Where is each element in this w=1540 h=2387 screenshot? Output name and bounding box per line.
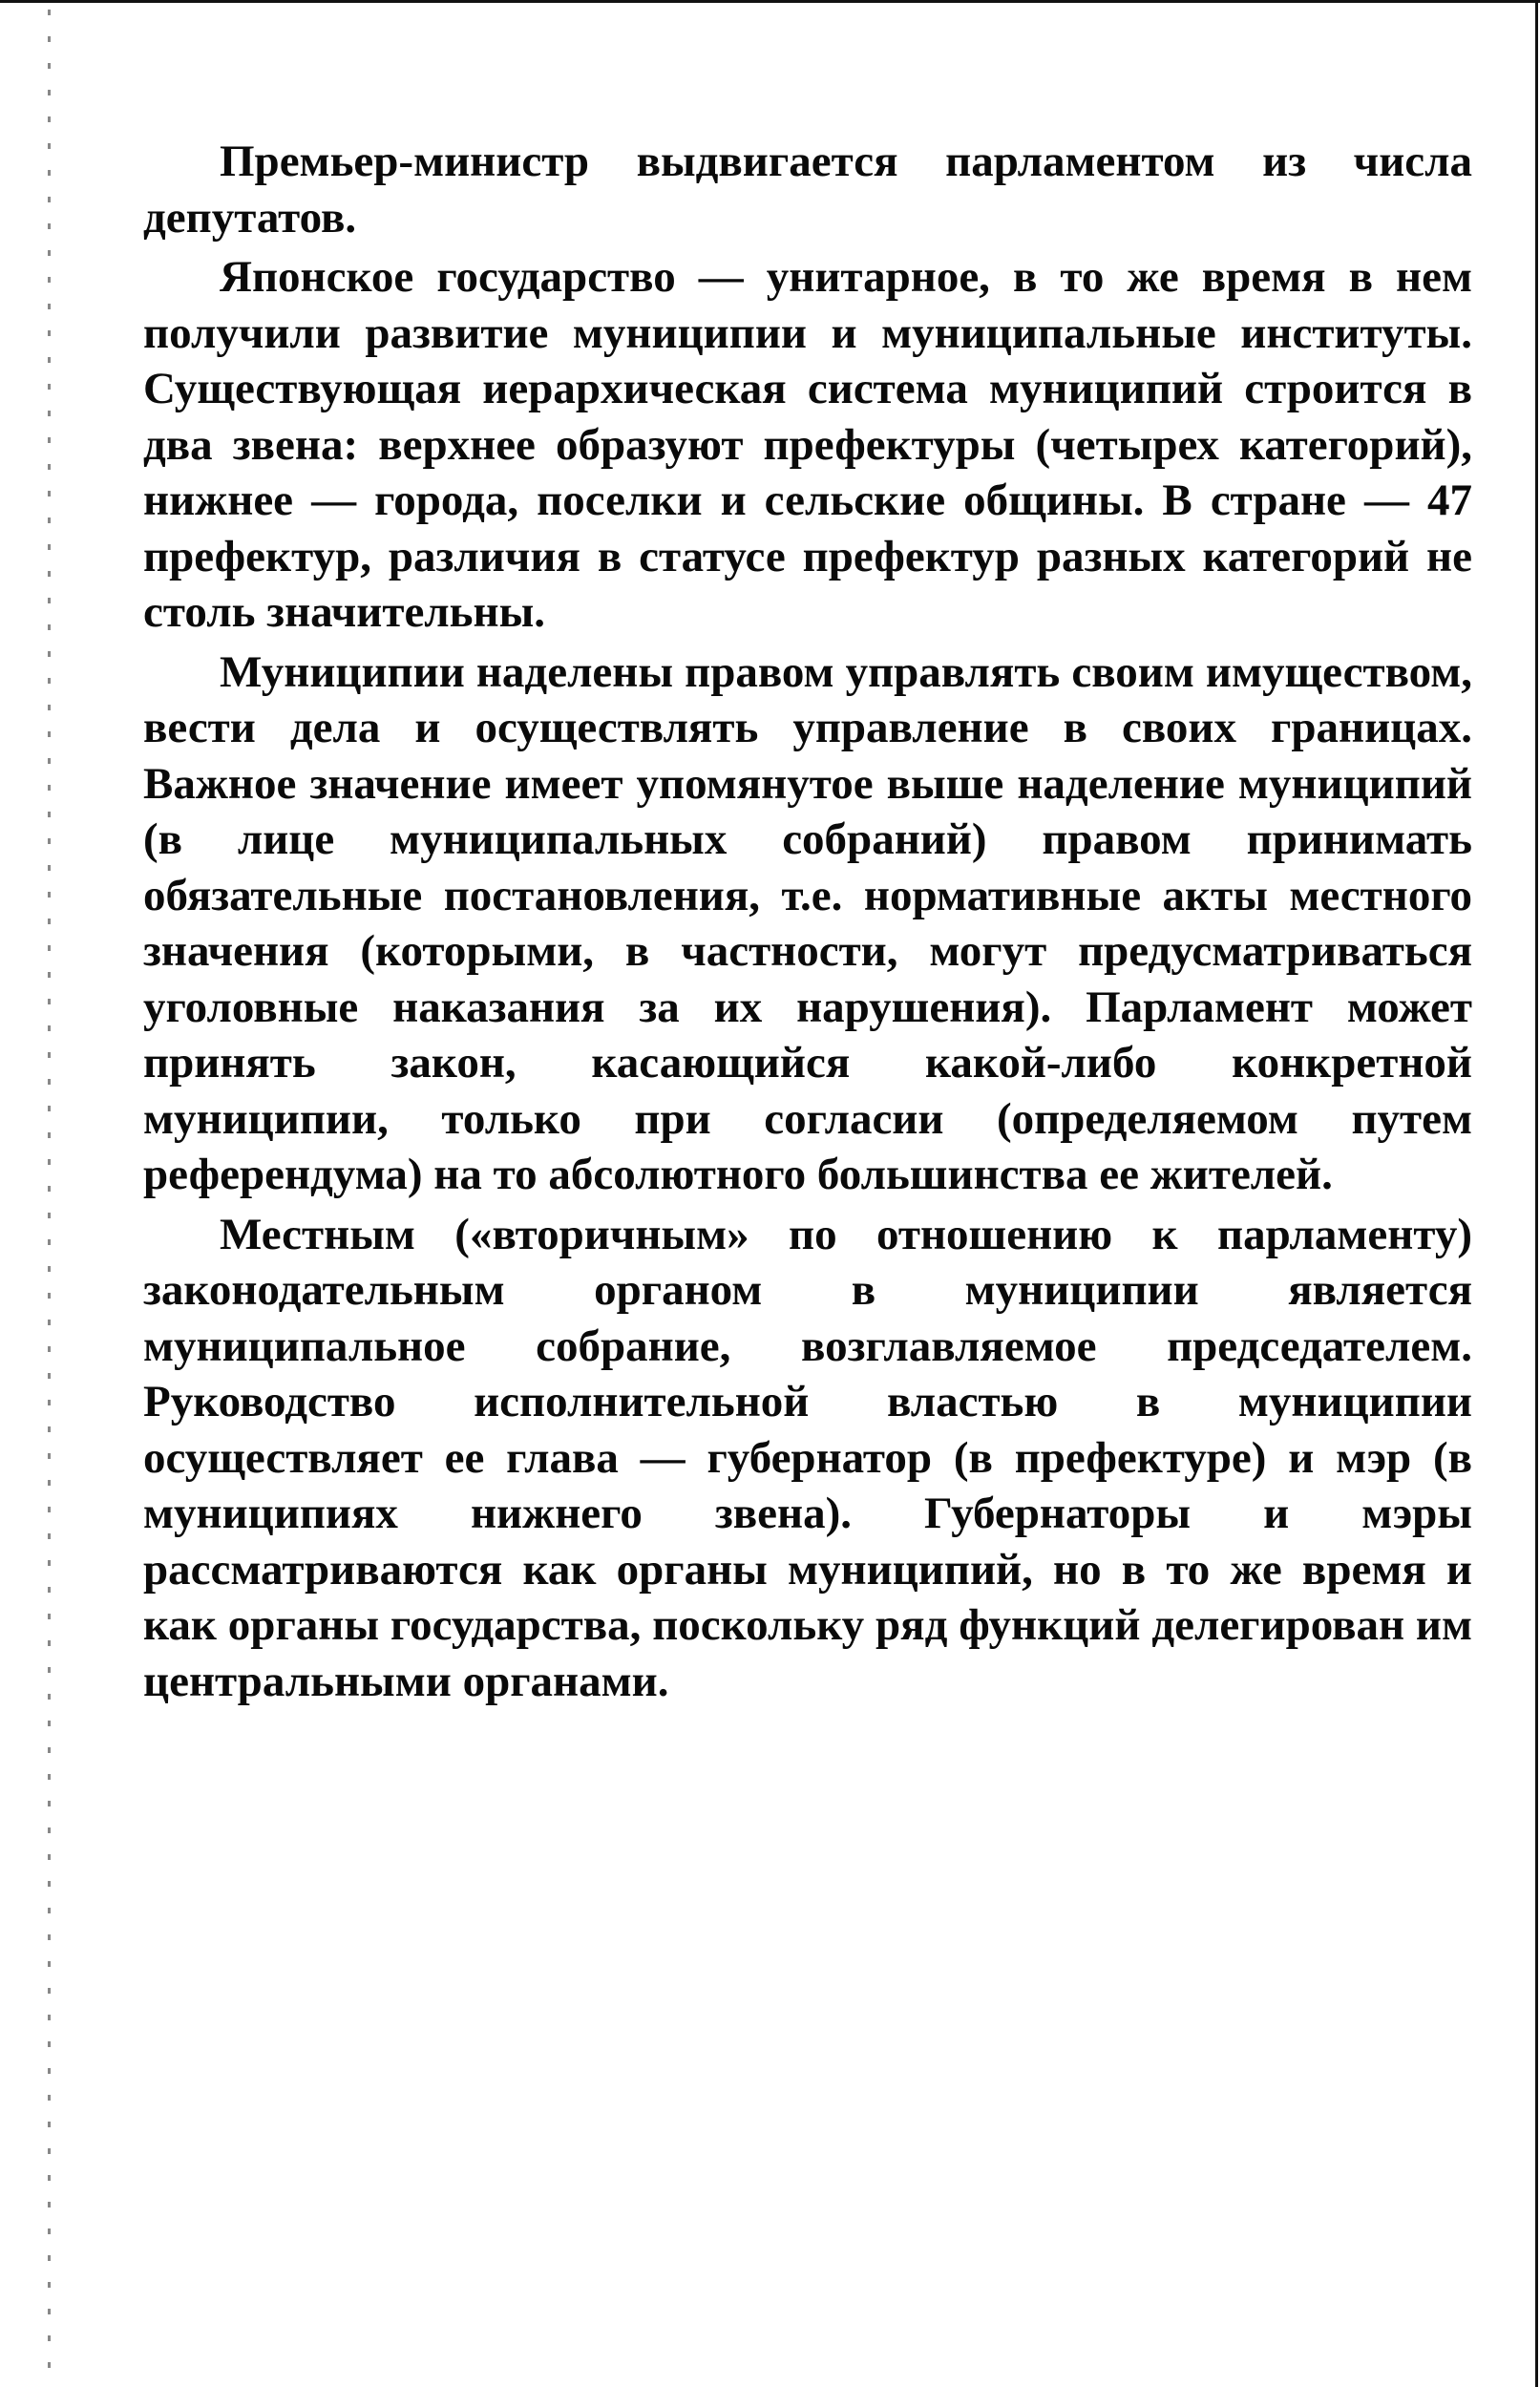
body-text bbox=[143, 134, 1472, 1713]
top-scan-edge bbox=[0, 0, 1540, 3]
left-binding-marks bbox=[48, 10, 51, 2368]
paragraph-1: Премьер-министр выдвигается парламентом из числа депутатов. bbox=[143, 137, 1472, 243]
paragraph-3: Муниципии наделены правом управлять своим имуществом, вести дела и осуществлять управление в своих границах. Важное значение имеет упомянутое выше наделение муниципий (в лице муниципальных собраний) правом принимать обязательные постановления, т.е. нормативные акты местного значения (которыми, в частности, могут предусматриваться уголовные наказания за их нарушения). Парламент может принять закон, касающийся какой-либо конкретной муниципии, только при согласии (определяемом путем референдума) на то абсолютного большинства ее жителей. bbox=[143, 646, 1472, 1199]
right-scan-edge bbox=[1535, 0, 1538, 2387]
paragraph-4: Местным («вторичным» по отношению к парламенту) законодательным органом в муниципии является муниципальное собрание, возглавляемое председателем. Руководство исполнительной властью в муниципии осуществляет ее глава — губернатор (в префектуре) и мэр (в муниципиях нижнего звена). Губернаторы и мэры рассматриваются как органы муниципий, но в то же время и как органы государства, поскольку ряд функций делегирован им центральными органами. bbox=[143, 1209, 1472, 1706]
paragraph-2: Японское государство — унитарное, в то же время в нем получили развитие муниципии и муниципальные институты. Существующая иерархическая система муниципий строится в два звена: верхнее образуют префектуры (четырех категорий), нижнее — города, поселки и сельские общины. В стране — 47 префектур, различия в статусе префектур разных категорий не столь значительны. bbox=[143, 252, 1472, 637]
